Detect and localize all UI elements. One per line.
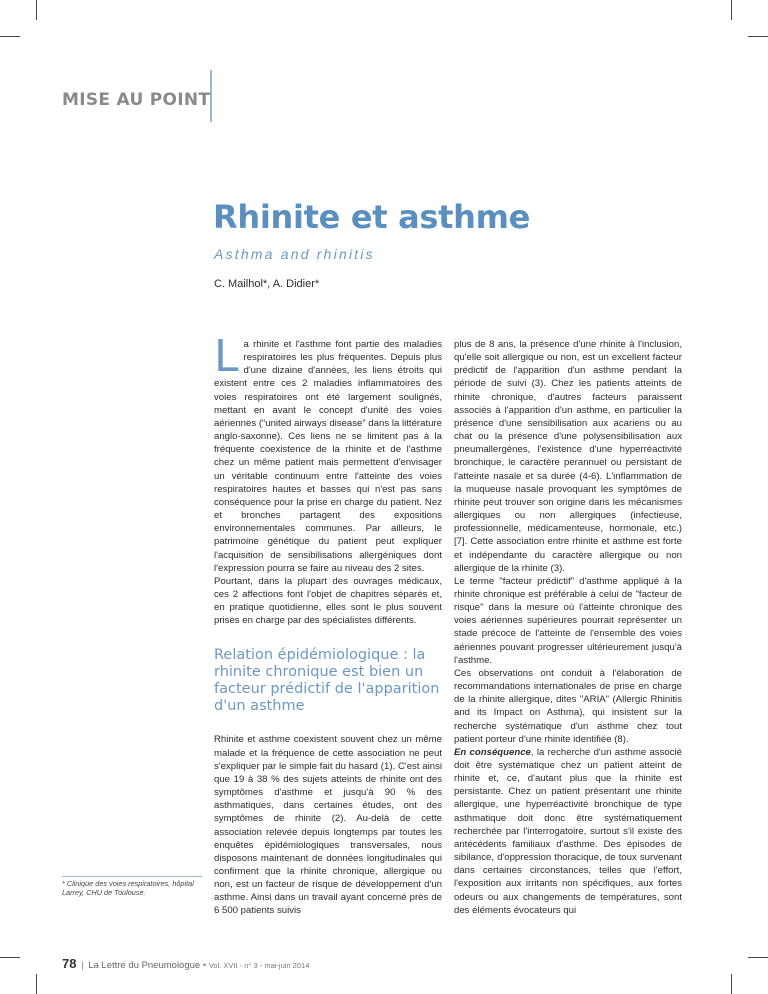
- paragraph-text: a rhinite et l'asthme font partie des maladies respiratoires les plus fréquentes. Depuis plus d'une dizaine d'années, les liens étroits qui existent entre ces 2 maladies inflammatoires des voies respiratoires ont été largement soulignés, mettant en avant le concept d'unité des voies aériennes (“united airways disease” dans la littérature anglo-saxonne). Ces liens ne se limitent pas à la fréquente coexistence de la rhinite et de l'asthme chez un même patient mais permettent d'envisager un véritable continuum entre l'atteinte des voies respiratoires hautes et basses qui n'est pas sans conséquence pour la prise en charge du patient. Nez et bronches partagent des expositions environnementales communes. Par ailleurs, le patrimoine génétique du patient peut expliquer l'acquisition de sensibilisations allergéniques dont l'expression pourra se faire au niveau des 2 sites.: [214, 339, 442, 574]
- footer-bullet: •: [202, 960, 207, 971]
- crop-mark: [731, 0, 732, 20]
- journal-name: La Lettre du Pneumologue: [88, 960, 201, 971]
- intro-paragraph: [214, 331, 442, 575]
- crop-mark: [748, 957, 768, 958]
- text-column-left: [214, 331, 442, 918]
- paragraph-text: , la recherche d'un asthme associé doit être systématique chez un patient atteint de rhinite et, ce, d'autant plus que la rhinite est persistante. Chez un patient présentant une rhinite allergique, une hyperréactivité bronchique de type asthmatique doit donc être systématiquement recherchée par l'interrogatoire, surtout s'il existe des antécédents familiaux d'asthme. Des épisodes de sibilance, d'oppression thoracique, de toux survenant dans certaines circonstances, telles que l'effort, l'exposition aux irritants non spécifiques, aux fortes odeurs ou aux changements de températures, sont des éléments évocateurs qui: [454, 746, 682, 916]
- page-number: 78: [62, 956, 77, 971]
- crop-mark: [36, 974, 37, 994]
- paragraph: [454, 746, 682, 917]
- paragraph: Ces observations ont conduit à l'élaboration de recommandations internationales de prise en charge de la rhinite allergique, dites "ARIA" (Allergic Rhinitis and its Impact on Asthma), qui insistent sur la recherche systématique d'un asthme chez tout patient porteur d'une rhinite identifiée (8).: [454, 667, 682, 745]
- paragraph: Rhinite et asthme coexistent souvent chez un même malade et la fréquence de cette association ne peut s'expliquer par le simple fait du hasard (1). C'est ainsi que 19 à 38 % des sujets atteints de rhinite ont des symptômes d'asthme et jusqu'à 90 % des asthmatiques, dans certaines études, ont des symptômes de rhinite (2). Au-delà de cette association relevée depuis longtemps par toutes les enquêtes épidémiologiques transversales, nous disposons maintenant de données longitudinales qui confirment que la rhinite chronique, allergique ou non, est un facteur de risque de développement d'un asthme. Ainsi dans un travail ayant concerné près de 6 500 patients suivis: [214, 734, 442, 917]
- paragraph: Le terme "facteur prédictif" d'asthme appliqué à la rhinite chronique est préférable à celui de "facteur de risque" dans la mesure où l'atteinte chronique des voies aériennes supérieures pourrait représenter un stade précoce de l'atteinte de l'ensemble des voies aériennes pouvant progresser ultérieurement jusqu'à l'asthme.: [454, 575, 682, 666]
- section-divider: [210, 70, 212, 122]
- article-authors: C. Mailhol*, A. Didier*: [214, 278, 320, 290]
- paragraph: plus de 8 ans, la présence d'une rhinite à l'inclusion, qu'elle soit allergique ou non, est un excellent facteur prédictif de l'apparition d'un asthme pendant la période de suivi (3). Chez les patients atteints de rhinite chronique, d'autres facteurs paraissent associés à l'apparition d'un asthme, en particulier la présence d'une sensibilisation aux acariens ou au chat ou la présence d'une polysensibilisation aux pneumallergènes, l'existence d'une hyperréactivité bronchique, le caractère perannuel ou persistant de l'atteinte nasale et sa durée (4-6). L'inflammation de la muqueuse nasale provoquant les symptômes de rhinite peut trouver son origine dans les mécanismes allergiques ou non allergiques (infectieuse, professionnelle, médicamenteuse, hormonale, etc.) [7]. Cette association entre rhinite et asthme est forte et indépendante du caractère allergique ou non allergique de la rhinite (3).: [454, 339, 682, 574]
- footer-separator: |: [81, 960, 84, 971]
- crop-mark: [36, 0, 37, 20]
- page-footer: [62, 956, 309, 971]
- crop-mark: [731, 974, 732, 994]
- crop-mark: [748, 36, 768, 37]
- author-affiliation: * Clinique des voies respiratoires, hôpital Larrey, CHU de Toulouse.: [62, 876, 202, 898]
- crop-mark: [0, 36, 20, 37]
- emphasis-lead: En conséquence: [454, 746, 531, 758]
- issue-info: Vol. XVII - n° 3 - mai-juin 2014: [208, 961, 310, 970]
- crop-mark: [0, 957, 20, 958]
- article-subtitle: Asthma and rhinitis: [214, 246, 375, 262]
- article-title: Rhinite et asthme: [213, 198, 531, 236]
- section-heading: Relation épidémiologique : la rhinite chronique est bien un facteur prédictif de l'apparition d'un asthme: [214, 647, 440, 715]
- section-label: MISE AU POINT: [62, 90, 211, 110]
- paragraph: Pourtant, dans la plupart des ouvrages médicaux, ces 2 affections font l'objet de chapitres séparés et, en pratique quotidienne, elles sont le plus souvent prises en charge par des spécialistes différents.: [214, 575, 442, 627]
- drop-cap: L: [214, 331, 239, 382]
- text-column-right: [454, 338, 682, 917]
